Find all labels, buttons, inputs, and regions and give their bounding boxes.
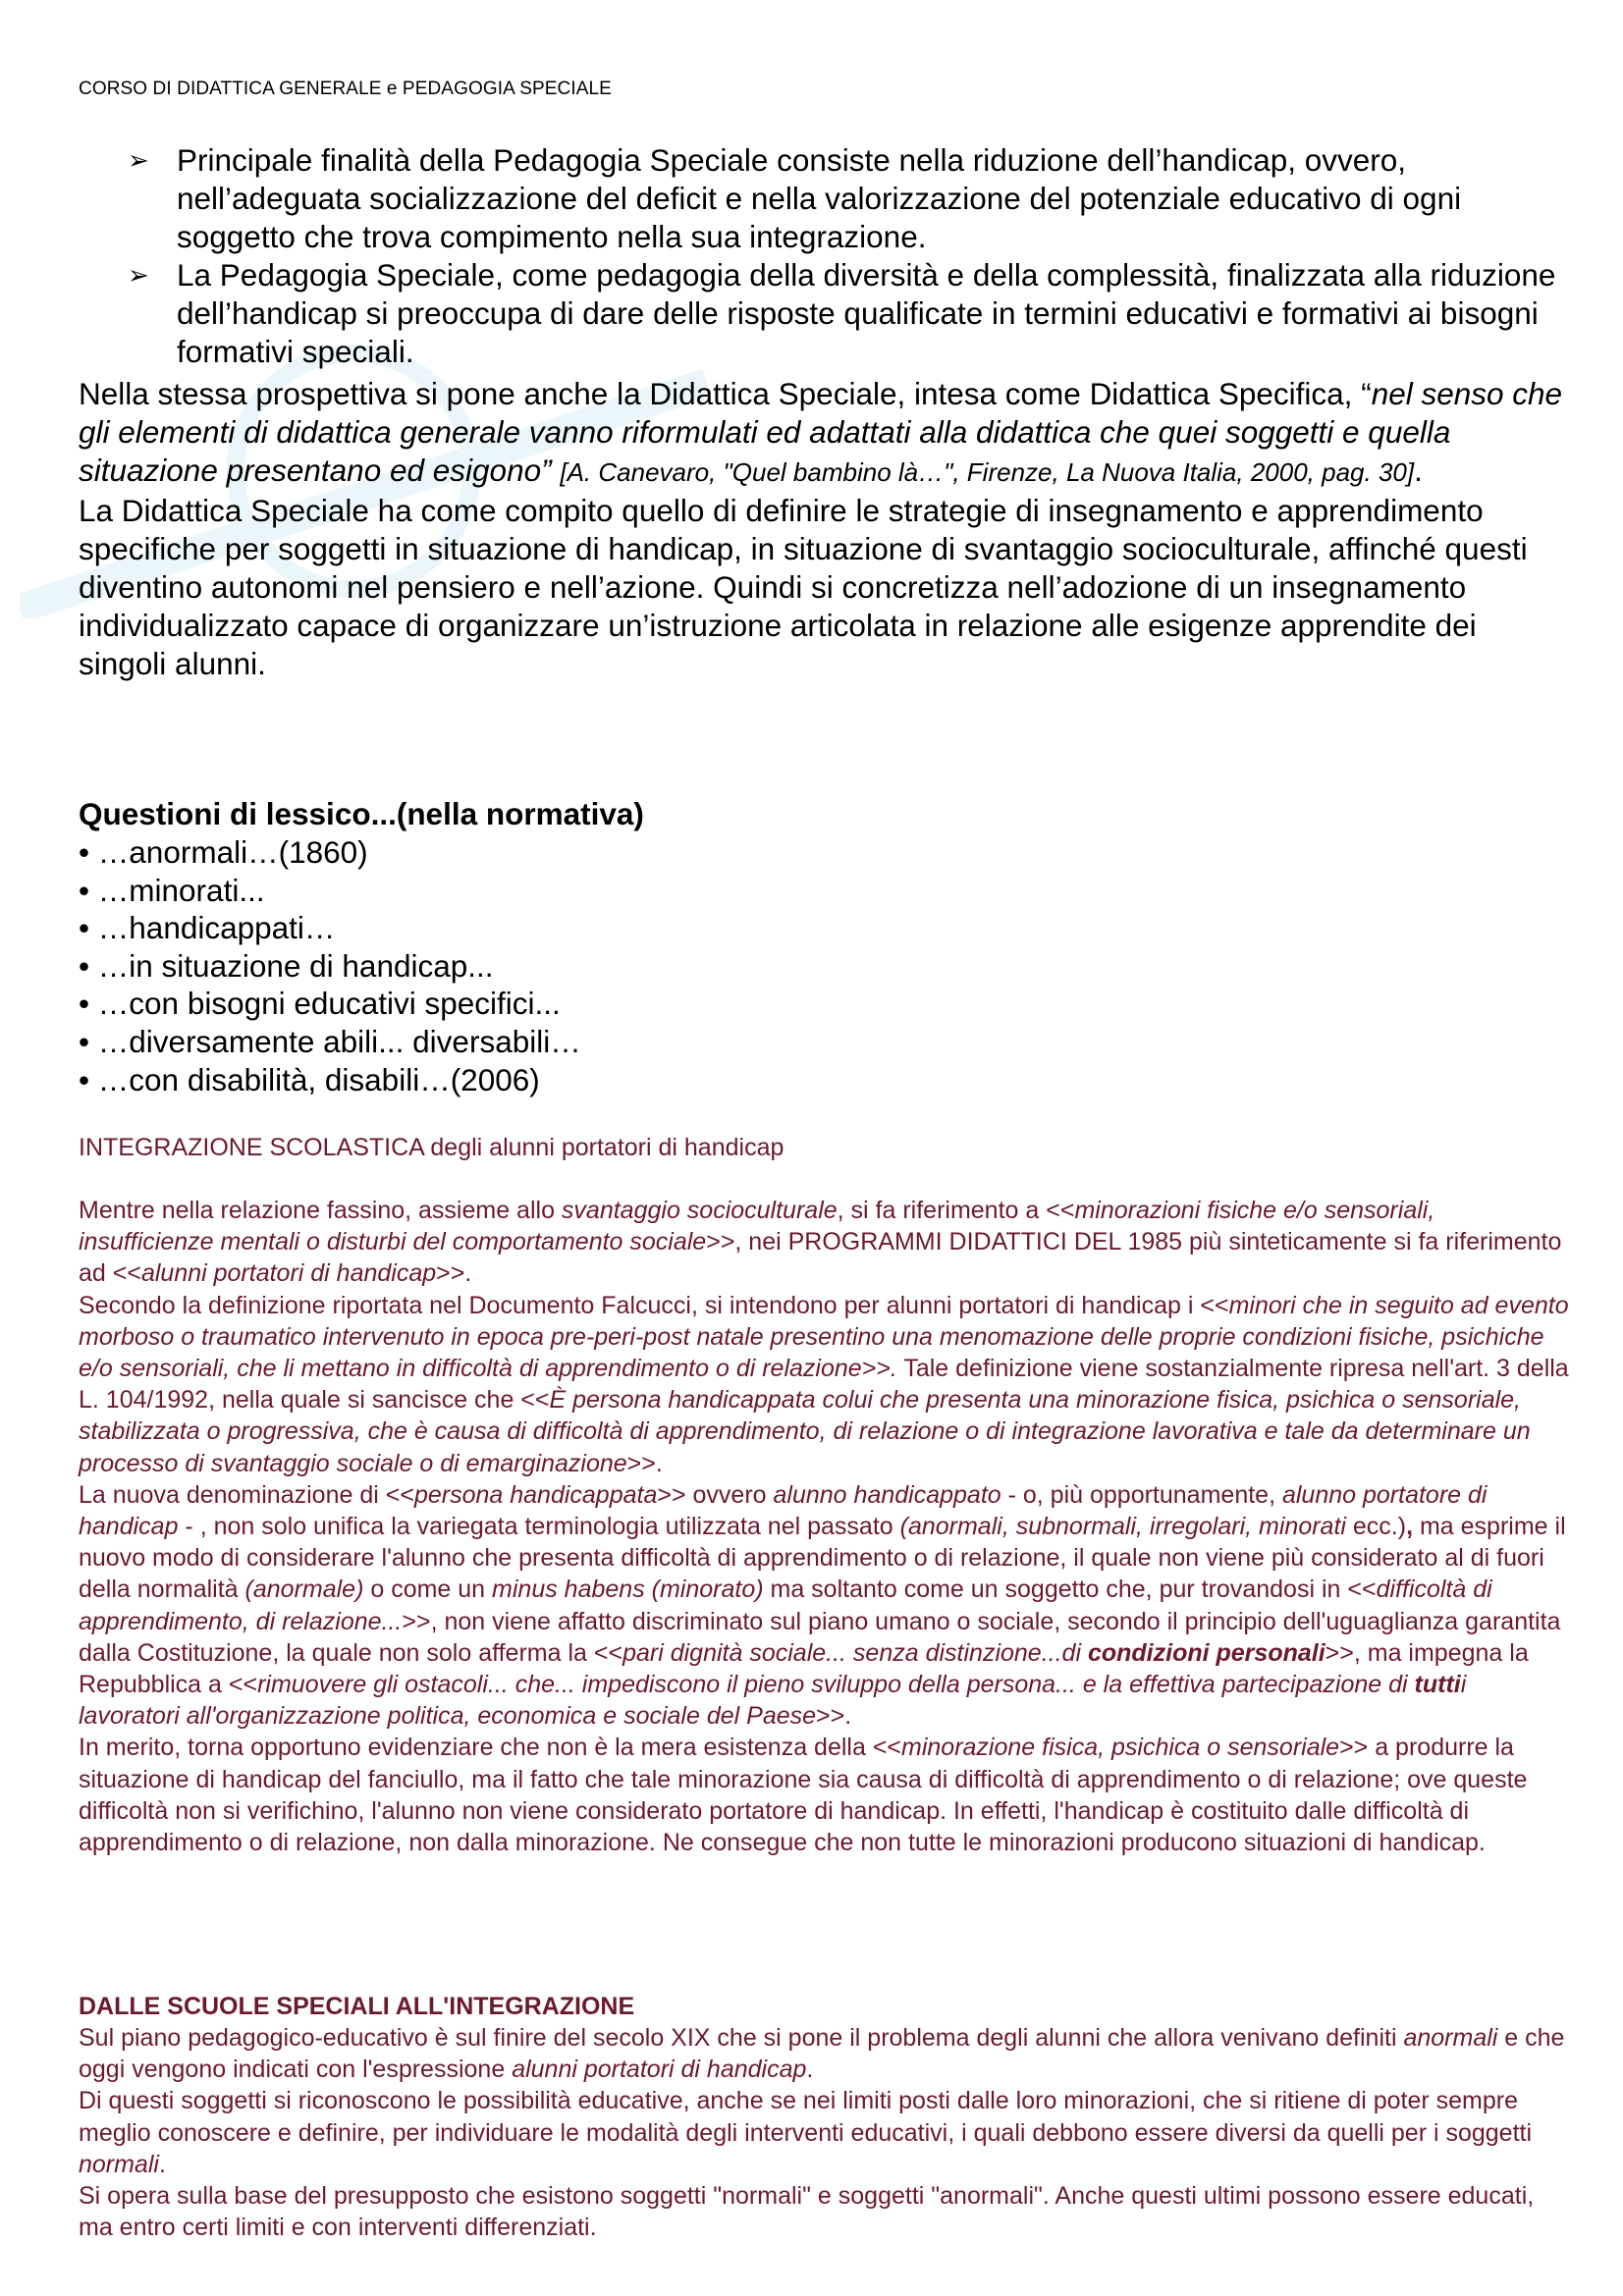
text-run: alunno handicappato bbox=[773, 1480, 1001, 1509]
bullet-text: La Pedagogia Speciale, come pedagogia della diversità e della complessità, finalizzata alla riduzione dell’handicap si preoccupa di dare delle risposte qualificate in termini educativi e formativi ai bisogni formativi speciali. bbox=[177, 257, 1556, 369]
arrow-bullet-icon: ➢ bbox=[128, 260, 149, 290]
bullet-item bbox=[128, 256, 1561, 371]
integrazione-paragraph bbox=[79, 1479, 1571, 1733]
text-run: ecc.) bbox=[1345, 1513, 1407, 1541]
text-run: Sul piano pedagogico-educativo è sul finire del secolo XIX che si pone il problema degli alunni che allora venivano definiti bbox=[79, 2024, 1404, 2052]
text-run: - o, più opportunamente, bbox=[1001, 1480, 1282, 1509]
citation: [A. Canevaro, "Quel bambino là…", Firenze, La Nuova Italia, 2000, pag. 30] bbox=[560, 457, 1415, 487]
text-run: persona handicappata bbox=[413, 1480, 658, 1509]
bullet-text: Principale finalità della Pedagogia Speciale consiste nella riduzione dell’handicap, ovvero, nell’adeguata socializzazione del deficit e nella valorizzazione del potenziale educativo di ogni soggetto che trova compimento nella sua integrazione. bbox=[177, 142, 1462, 254]
quote-text: nel senso che gli elementi di didattica generale vanno riformulati ed adattati alla didattica che quei soggetti e quella situazione presentano ed esigono” bbox=[79, 376, 1563, 488]
arrow-bullet-icon: ➢ bbox=[128, 145, 149, 175]
paragraph-compito-line1: La Didattica Speciale ha come compito quello di definire le strategie di insegnamento e apprendimento specifiche per soggetti in situazione di handicap, in situazione di svantaggio socioculturale, affinché questi bbox=[79, 493, 1528, 566]
vocab-item: • …handicappati… bbox=[79, 910, 336, 946]
text-run: rimuovere gli ostacoli... che... impediscono il pieno sviluppo della persona... e la effettiva partecipazione di bbox=[257, 1671, 1415, 1699]
integrazione-body bbox=[79, 1195, 1571, 1858]
scuole-heading: DALLE SCUOLE SPECIALI ALL'INTEGRAZIONE bbox=[79, 1993, 635, 2020]
page-header: CORSO DI DIDATTICA GENERALE e PEDAGOGIA SPECIALE bbox=[79, 79, 612, 99]
text-run: condizioni personali bbox=[1087, 1638, 1325, 1667]
text-run: È persona handicappata colui che presenta una minorazione fisica, psichica o sensoriale, stabilizzata o progressiva, che è causa di difficoltà di apprendimento, di relazione o di integrazione lavorativa e tale da determinare un processo di svantaggio sociale o di emarginazione bbox=[79, 1386, 1531, 1477]
text-run: . bbox=[806, 2056, 814, 2084]
text-run: Mentre nella relazione fassino, assieme allo bbox=[79, 1197, 562, 1224]
text-run: Si opera sulla base del presupposto che esistono soggetti "normali" e soggetti "anormali". Anche questi ultimi possono essere educati, ma entro certi limiti e con interventi differenziati. bbox=[79, 2182, 1535, 2242]
text-run: minori che in seguito ad evento morboso o traumatico intervenuto in epoca pre-peri-post natale presentino una menomazione delle proprie condizioni fisiche, psichiche e/o sensoriali, che li mettano in difficoltà di apprendimento o di relazione>>. bbox=[79, 1291, 1569, 1383]
text-run: >>. bbox=[816, 1702, 852, 1731]
text-run: tutti bbox=[1414, 1671, 1461, 1699]
text-run: >>, ma impegna la Repubblica a << bbox=[79, 1638, 1529, 1699]
text-run: ma esprime il nuovo modo di considerare l'alunno che presenta difficoltà di apprendimento o di relazione, il quale non viene più considerato al di fuori della normalità bbox=[79, 1513, 1566, 1604]
text-run: minorazione fisica, psichica o sensoriale bbox=[901, 1734, 1340, 1762]
text-run: >> ovvero bbox=[657, 1480, 774, 1509]
text-run: Secondo la definizione riportata nel Documento Falcucci, si intendono per alunni portatori di handicap i << bbox=[79, 1291, 1229, 1319]
text-run: - , non solo unifica la variegata terminologia utilizzata nel passato bbox=[178, 1513, 900, 1541]
text-run: >> a produrre la situazione di handicap del fanciullo, ma il fatto che tale minorazione sia causa di difficoltà di apprendimento o di relazione; ove queste difficoltà non si verifichino, l'alunno non viene considerato portatore di handicap. In effetti, l'handicap è costituito dalle difficoltà di apprendimento o di relazione, non dalla minorazione. Ne consegue che non tutte le minorazioni producono situazioni di handicap. bbox=[79, 1734, 1528, 1857]
scuole-paragraph bbox=[79, 2180, 1571, 2243]
scuole-paragraph bbox=[79, 2022, 1571, 2085]
scuole-paragraph bbox=[79, 2085, 1571, 2180]
text-run: Di questi soggetti si riconoscono le possibilità educative, anche se nei limiti posti dalle loro minorazioni, che si ritiene di poter sempre meglio conoscere e definire, per individuare le modalità degli interventi educativi, i quali debbono essere diversi da quelli per i soggetti bbox=[79, 2087, 1533, 2147]
text-run: La nuova denominazione di << bbox=[79, 1480, 414, 1509]
text-run: (anormali, subnormali, irregolari, minorati bbox=[899, 1513, 1346, 1541]
para-end: . bbox=[1414, 453, 1423, 488]
vocab-item: • …in situazione di handicap... bbox=[79, 947, 494, 984]
text-run: anormali bbox=[1403, 2024, 1498, 2052]
para-lead: Nella stessa prospettiva si pone anche la Didattica Speciale, intesa come Didattica Specifica, “ bbox=[79, 376, 1372, 411]
vocab-item: • …minorati... bbox=[79, 872, 265, 908]
paragraph-didattica-specifica bbox=[79, 375, 1571, 492]
text-run: o come un bbox=[363, 1575, 493, 1604]
text-run: e che oggi vengono indicati con l'espressione bbox=[79, 2024, 1565, 2084]
vocab-item: • …anormali…(1860) bbox=[79, 834, 368, 870]
text-run: pari dignità sociale... senza distinzione...di bbox=[622, 1638, 1088, 1667]
text-run: difficoltà di apprendimento, di relazione... bbox=[79, 1575, 1492, 1635]
text-run: . bbox=[158, 2150, 166, 2178]
bullet-list bbox=[128, 141, 1561, 371]
text-run: Tale definizione viene sostanzialmente ripresa nell'art. 3 della L. 104/1992, nella quale si sancisce che << bbox=[79, 1355, 1569, 1415]
integrazione-paragraph bbox=[79, 1195, 1571, 1290]
scuole-body bbox=[79, 2022, 1571, 2243]
text-run: alunni portatori di handicap bbox=[140, 1259, 437, 1288]
paragraph-compito-line2: diventino autonomi nel pensiero e nell’azione. Quindi si concretizza nell’adozione di un insegnamento individualizzato capace di organizzare un’istruzione articolata in relazione alle esigenze apprendite dei singoli alunni. bbox=[79, 569, 1477, 681]
text-run: normali bbox=[79, 2150, 159, 2178]
integrazione-paragraph bbox=[79, 1290, 1571, 1479]
text-run: >>, non viene affatto discriminato sul piano umano o sociale, secondo il principio dell'uguaglianza garantita dalla Costituzione, la quale non solo afferma la << bbox=[79, 1607, 1561, 1667]
text-run: ma soltanto come un soggetto che, pur trovandosi in << bbox=[763, 1575, 1377, 1604]
integrazione-paragraph bbox=[79, 1732, 1571, 1858]
integrazione-heading: INTEGRAZIONE SCOLASTICA degli alunni portatori di handicap bbox=[79, 1134, 784, 1161]
text-run: >>. bbox=[626, 1449, 663, 1477]
text-run: minus habens (minorato) bbox=[492, 1575, 764, 1604]
vocab-list bbox=[79, 833, 581, 1098]
text-run: >>. bbox=[436, 1259, 472, 1288]
text-run: alunno portatore di handicap bbox=[79, 1480, 1488, 1541]
text-run: (anormale) bbox=[244, 1575, 364, 1604]
text-run: In merito, torna opportuno evidenziare che non è la mera esistenza della << bbox=[79, 1734, 902, 1762]
vocab-heading: Questioni di lessico...(nella normativa) bbox=[79, 796, 644, 831]
text-run: , bbox=[1406, 1513, 1414, 1541]
didattica-speciale-section bbox=[79, 375, 1571, 683]
vocab-item: • …con bisogni educativi specifici... bbox=[79, 986, 561, 1022]
text-run: alunni portatori di handicap bbox=[512, 2056, 807, 2084]
bullet-item bbox=[128, 141, 1561, 256]
text-run: svantaggio socioculturale bbox=[561, 1197, 838, 1224]
text-run: i lavoratori all'organizzazione politica, economica e sociale del Paese bbox=[79, 1671, 1467, 1731]
text-run: , si fa riferimento a << bbox=[837, 1197, 1075, 1224]
text-run: minorazioni fisiche e/o sensoriali, insufficienze mentali o disturbi del comportamento sociale bbox=[79, 1197, 1435, 1256]
text-run: >>, nei PROGRAMMI DIDATTICI DEL 1985 più sinteticamente si fa riferimento ad << bbox=[79, 1228, 1562, 1288]
vocab-item: • …diversamente abili... diversabili… bbox=[79, 1023, 581, 1059]
vocab-item: • …con disabilità, disabili…(2006) bbox=[79, 1061, 540, 1097]
